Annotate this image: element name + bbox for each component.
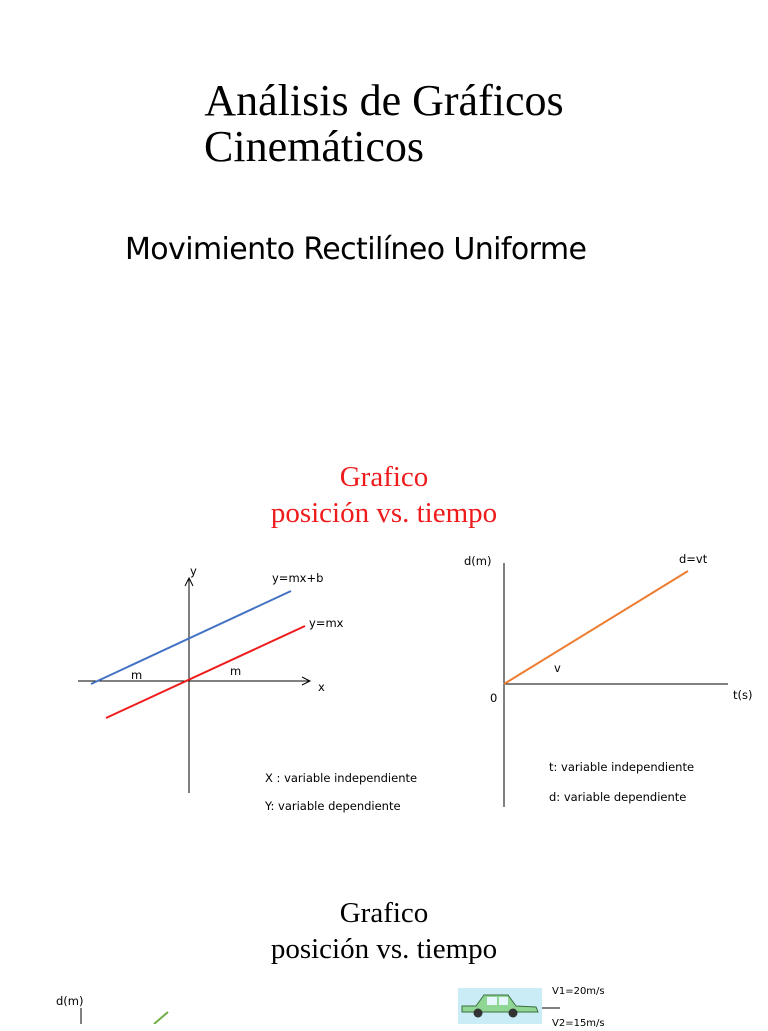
- right-origin-label: 0: [490, 691, 498, 705]
- orange-line-label: d=vt: [679, 552, 708, 566]
- right-y-label: d(m): [464, 554, 492, 568]
- section1-line-1: Grafico: [339, 461, 429, 493]
- left-y-label: y: [190, 564, 197, 578]
- right-slope-label: v: [554, 661, 561, 675]
- section2-line-2: posición vs. tiempo: [270, 933, 498, 965]
- right-note-1: t: variable independiente: [549, 760, 695, 774]
- bottom-y-label: d(m): [56, 994, 84, 1008]
- slope-label-2: m: [230, 664, 242, 678]
- title-line-1: Análisis de Gráficos: [204, 76, 564, 125]
- title-line-2: Cinemáticos: [204, 122, 424, 171]
- left-note-1: X : variable independiente: [265, 771, 418, 785]
- section2-title: [0, 896, 768, 966]
- slope-label-1: m: [131, 668, 143, 682]
- right-x-label: t(s): [733, 688, 753, 702]
- red-line-label: y=mx: [309, 616, 344, 630]
- speed-label-1: V1=20m/s: [552, 986, 605, 997]
- blue-line-label: y=mx+b: [272, 571, 324, 585]
- line-blue: [91, 591, 291, 684]
- speed-label-2: V2=15m/s: [552, 1018, 605, 1029]
- left-note-2: Y: variable dependiente: [265, 799, 401, 813]
- line-orange: [504, 571, 688, 684]
- car-icon: [458, 988, 560, 1024]
- left-x-label: x: [318, 680, 325, 694]
- subtitle: Movimiento Rectilíneo Uniforme: [125, 232, 587, 267]
- bottom-line: [154, 1012, 168, 1024]
- section1-line-2: posición vs. tiempo: [270, 497, 498, 529]
- section2-line-1: Grafico: [339, 897, 429, 929]
- right-note-2: d: variable dependiente: [549, 790, 687, 804]
